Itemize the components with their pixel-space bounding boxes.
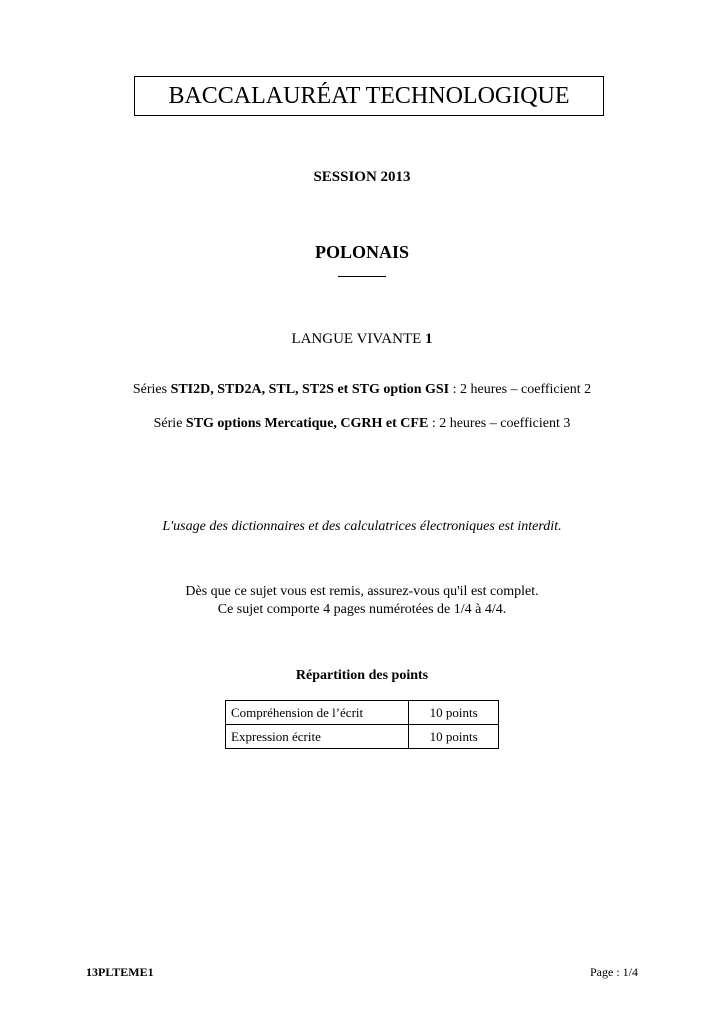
langue-label: LANGUE VIVANTE	[291, 331, 426, 347]
points-table	[225, 700, 499, 749]
points-cell: 10 points	[409, 725, 499, 749]
exam-title	[134, 76, 604, 116]
series-prefix: Séries	[132, 382, 171, 397]
dictionary-notice: L'usage des dictionnaires et des calculatrices électroniques est interdit.	[162, 519, 562, 534]
series-details: : 2 heures – coefficient 2	[449, 382, 592, 397]
table-row	[226, 725, 499, 749]
series-line-2	[0, 416, 724, 432]
document-code: 13PLTEME1	[86, 965, 154, 979]
series-details: : 2 heures – coefficient 3	[428, 416, 571, 431]
criterion-cell: Expression écrite	[226, 725, 409, 749]
subject-divider	[338, 276, 386, 277]
series-names: STI2D, STD2A, STL, ST2S et STG option GSI	[170, 382, 450, 397]
page-count-info: Ce sujet comporte 4 pages numérotées de 1/4 à 4/4.	[217, 602, 507, 617]
series-names: STG options Mercatique, CGRH et CFE	[185, 416, 429, 431]
series-prefix: Série	[153, 416, 186, 431]
criterion-cell: Compréhension de l’écrit	[226, 701, 409, 725]
table-row	[226, 701, 499, 725]
exam-title-text: BACCALAURÉAT TECHNOLOGIQUE	[168, 82, 570, 109]
page-number: Page : 1/4	[590, 965, 638, 979]
points-cell: 10 points	[409, 701, 499, 725]
langue-number: 1	[425, 331, 433, 347]
points-distribution-title: Répartition des points	[295, 668, 429, 683]
subject-title: POLONAIS	[314, 242, 410, 262]
series-line-1	[0, 382, 724, 398]
completeness-instruction: Dès que ce sujet vous est remis, assurez-vous qu'il est complet.	[185, 584, 539, 599]
session-label: SESSION 2013	[313, 169, 411, 185]
langue-vivante	[0, 331, 724, 348]
